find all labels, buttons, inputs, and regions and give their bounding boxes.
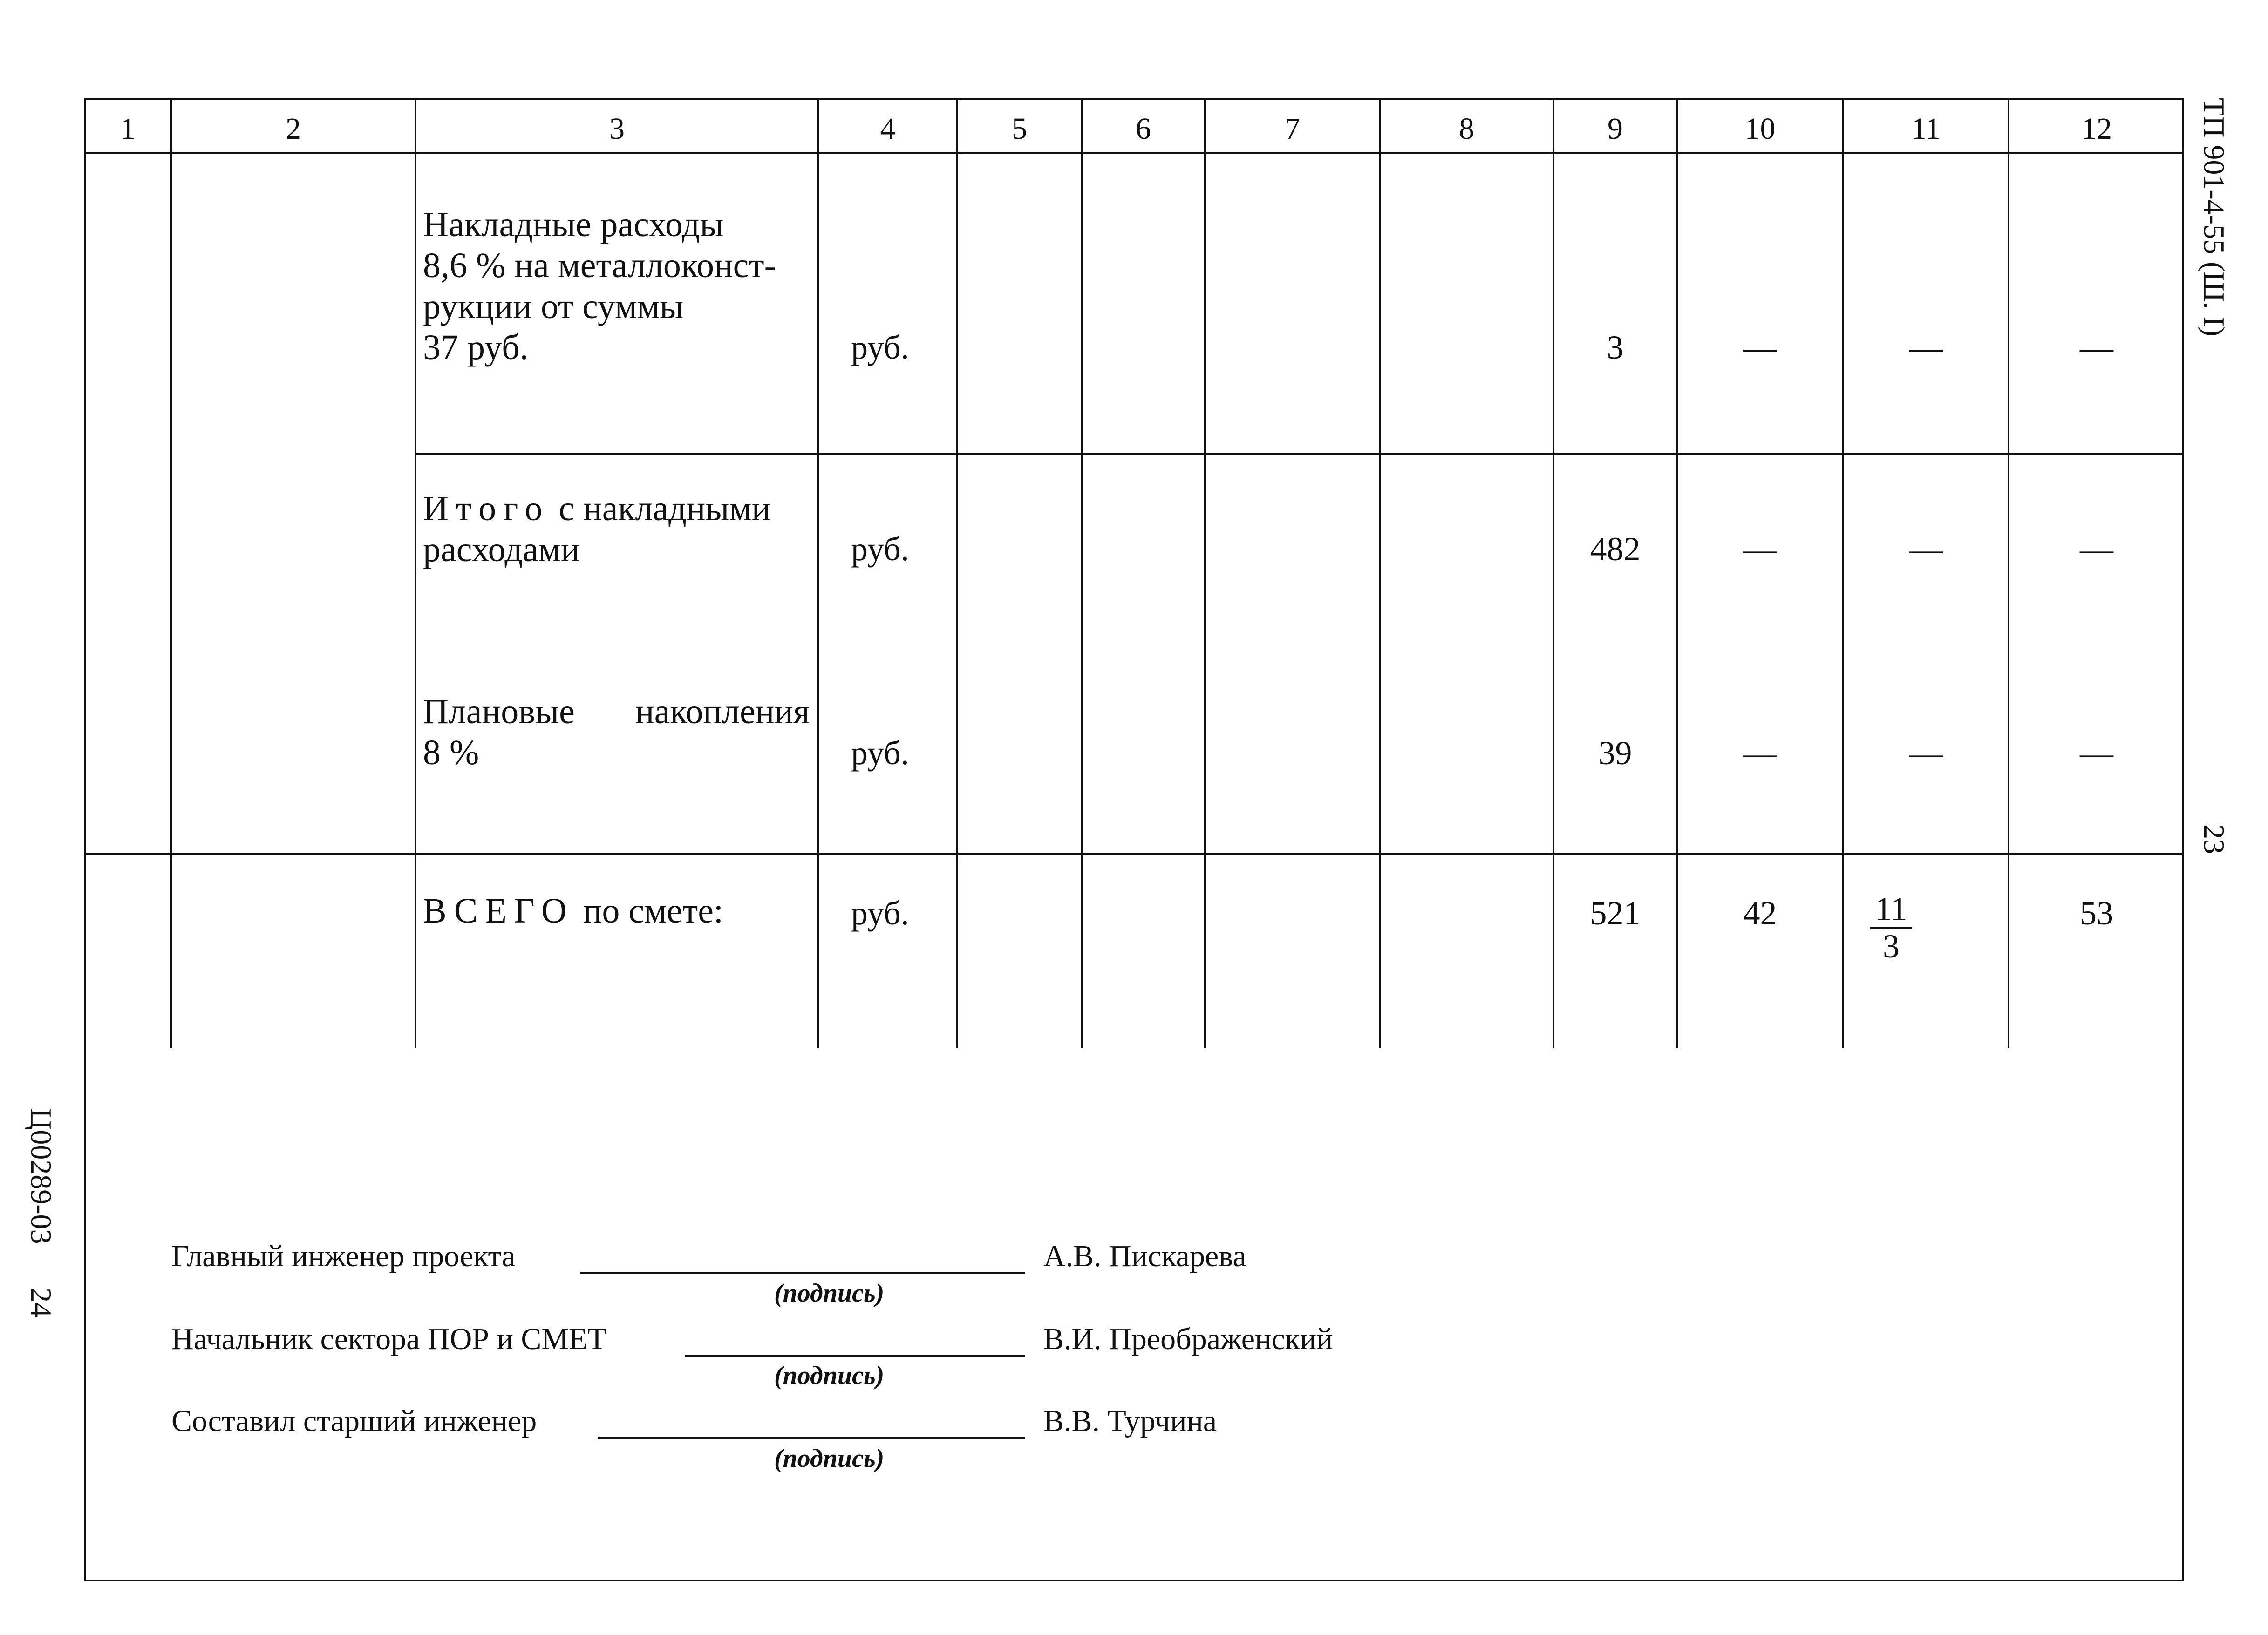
column-header-7: 7 bbox=[1285, 112, 1300, 146]
signature-2-name: В.И. Преображенский bbox=[1043, 1322, 1333, 1356]
left-margin-page-number: 24 bbox=[25, 1288, 58, 1317]
page-frame bbox=[84, 98, 2184, 1581]
row3-line1: Плановые накопления bbox=[423, 692, 810, 731]
row4-col11-fraction bbox=[1845, 892, 1938, 964]
row4-col9: 521 bbox=[1590, 895, 1641, 932]
row4-description bbox=[423, 890, 723, 931]
row1-line3: рукции от суммы bbox=[423, 287, 684, 326]
row3-description bbox=[423, 691, 810, 773]
col-divider-7 bbox=[1379, 98, 1381, 1048]
row3-unit: руб. bbox=[851, 734, 909, 772]
row2-col10: — bbox=[1743, 530, 1777, 568]
signature-1-title: Главный инженер проекта bbox=[171, 1239, 516, 1273]
row2-unit: руб. bbox=[851, 530, 909, 568]
column-header-5: 5 bbox=[1012, 112, 1027, 146]
col-divider-2 bbox=[415, 98, 416, 1048]
row1-col11: — bbox=[1909, 329, 1943, 366]
signature-3-line bbox=[598, 1437, 1025, 1439]
signature-3-caption: (подпись) bbox=[774, 1444, 885, 1473]
row-divider-1 bbox=[415, 453, 2184, 455]
column-header-9: 9 bbox=[1607, 112, 1623, 146]
signature-1-line bbox=[580, 1272, 1025, 1274]
row2-col9: 482 bbox=[1590, 530, 1641, 568]
column-header-11: 11 bbox=[1911, 112, 1941, 146]
row3-col11: — bbox=[1909, 734, 1943, 772]
row4-rest: по смете: bbox=[583, 891, 724, 930]
row1-description bbox=[423, 204, 776, 368]
column-header-3: 3 bbox=[609, 112, 625, 146]
row2-rest: с накладными bbox=[558, 489, 771, 528]
row2-col11: — bbox=[1909, 530, 1943, 568]
row2-line2: расходами bbox=[423, 530, 580, 570]
col-divider-5 bbox=[1081, 98, 1083, 1048]
signature-2-line bbox=[685, 1355, 1025, 1357]
column-header-2: 2 bbox=[286, 112, 301, 146]
row4-col12: 53 bbox=[2080, 895, 2113, 932]
col-divider-3 bbox=[817, 98, 819, 1048]
col-divider-6 bbox=[1204, 98, 1206, 1048]
row4-prefix: ВСЕГО bbox=[423, 891, 574, 930]
column-header-12: 12 bbox=[2081, 112, 2112, 146]
fraction-numerator: 11 bbox=[1870, 892, 1912, 929]
column-header-10: 10 bbox=[1744, 112, 1776, 146]
left-margin-document-code: Ц00289-03 bbox=[25, 1108, 58, 1244]
signature-3-title: Составил старший инженер bbox=[171, 1404, 537, 1438]
signature-2-title: Начальник сектора ПОР и СМЕТ bbox=[171, 1322, 606, 1356]
row-divider-2 bbox=[84, 853, 2184, 855]
col-divider-1 bbox=[170, 98, 172, 1048]
right-margin-document-code: ТП 901-4-55 (Ш. I) bbox=[2198, 98, 2231, 337]
row1-col10: — bbox=[1743, 329, 1777, 366]
row4-unit: руб. bbox=[851, 895, 909, 932]
header-bottom-line bbox=[84, 152, 2184, 154]
row2-description bbox=[423, 488, 770, 570]
signature-1-caption: (подпись) bbox=[774, 1279, 885, 1308]
fraction-denominator: 3 bbox=[1883, 927, 1900, 965]
row3-col10: — bbox=[1743, 734, 1777, 772]
row1-unit: руб. bbox=[851, 329, 909, 366]
column-header-8: 8 bbox=[1459, 112, 1474, 146]
right-margin-page-number: 23 bbox=[2198, 824, 2231, 854]
row2-col12: — bbox=[2080, 530, 2113, 568]
row1-line4: 37 руб. bbox=[423, 328, 529, 367]
column-header-6: 6 bbox=[1136, 112, 1151, 146]
signature-1-name: А.В. Пискарева bbox=[1043, 1239, 1246, 1273]
row1-line2: 8,6 % на металлоконст- bbox=[423, 246, 776, 285]
row3-line2: 8 % bbox=[423, 733, 479, 773]
row3-col12: — bbox=[2080, 734, 2113, 772]
row1-col9: 3 bbox=[1607, 329, 1624, 366]
row2-prefix: Итого bbox=[423, 489, 550, 528]
row2-line1 bbox=[423, 488, 770, 529]
row1-line1: Накладные расходы bbox=[423, 205, 724, 244]
row4-col10: 42 bbox=[1743, 895, 1777, 932]
row3-col9: 39 bbox=[1598, 734, 1632, 772]
row1-col12: — bbox=[2080, 329, 2113, 366]
signature-2-caption: (подпись) bbox=[774, 1361, 885, 1390]
column-header-1: 1 bbox=[120, 112, 136, 146]
signature-3-name: В.В. Турчина bbox=[1043, 1404, 1217, 1438]
col-divider-4 bbox=[956, 98, 958, 1048]
col-divider-10 bbox=[1842, 98, 1844, 1048]
column-header-4: 4 bbox=[880, 112, 896, 146]
